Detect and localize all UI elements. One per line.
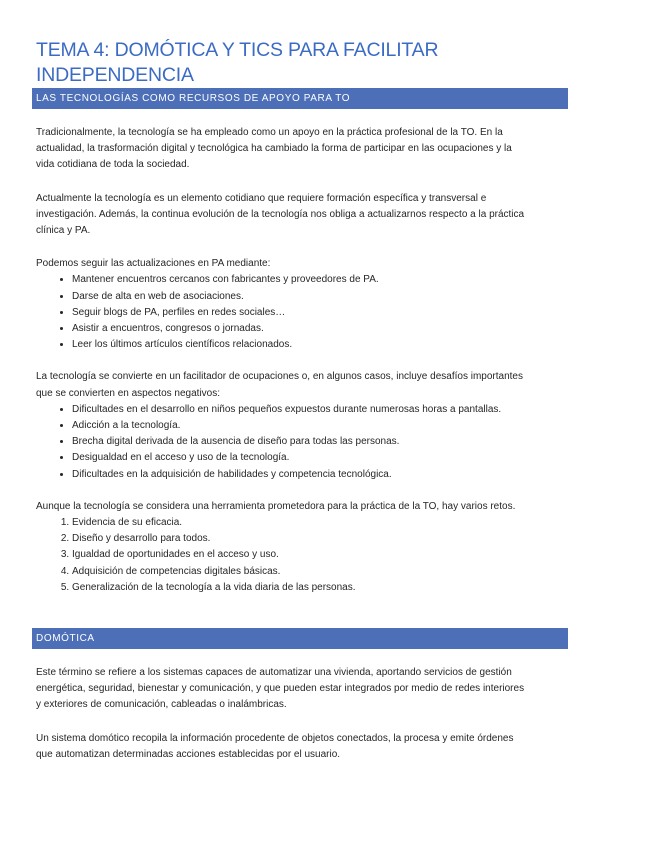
- list-item: • Darse de alta en web de asociaciones.: [72, 289, 568, 305]
- list-item: • Adicción a la tecnología.: [72, 418, 568, 434]
- paragraph-retos: Aunque la tecnología se considera una herramienta prometedora para la práctica de la TO, hay varios retos.: [36, 500, 516, 512]
- list-item: • Asistir a encuentros, congresos o jornadas.: [72, 321, 568, 337]
- list-desafios: [36, 402, 568, 483]
- text-line: energética, seguridad, bienestar y comunicación, y que pueden estar integrados por medio de redes interiores: [36, 683, 525, 695]
- list-item: • Brecha digital derivada de la ausencia de diseño para todas las personas.: [72, 434, 568, 450]
- section-heading-domotica: DOMÓTICA: [32, 628, 568, 649]
- list-item: 5. Generalización de la tecnología a la vida diaria de las personas.: [72, 580, 568, 596]
- list-item: 3. Igualdad de oportunidades en el acceso y uso.: [72, 547, 568, 563]
- list-actualizaciones: [36, 272, 568, 353]
- list-item: • Dificultades en el desarrollo en niños pequeños expuestos durante numerosas horas a pantallas.: [72, 402, 568, 418]
- list-item: • Mantener encuentros cercanos con fabricantes y proveedores de PA.: [72, 272, 568, 288]
- paragraph-facilitador: [36, 369, 568, 401]
- paragraph-podemos: Podemos seguir las actualizaciones en PA mediante:: [36, 258, 271, 270]
- title-line-1: TEMA 4: DOMÓTICA Y TICS PARA FACILITAR: [36, 39, 439, 61]
- text-line: Un sistema domótico recopila la información procedente de objetos conectados, la procesa y emite órdenes: [36, 732, 514, 744]
- text-line: actualidad, la trasformación digital y tecnológica ha cambiado la forma de participar en las ocupaciones y la: [36, 143, 512, 155]
- list-item: • Seguir blogs de PA, perfiles en redes sociales…: [72, 305, 568, 321]
- paragraph-tradicionalmente: [36, 125, 568, 174]
- section-heading-tecnologias: LAS TECNOLOGÍAS COMO RECURSOS DE APOYO PARA TO: [32, 88, 568, 109]
- text-line: Tradicionalmente, la tecnología se ha empleado como un apoyo en la práctica profesional de la TO. En la: [36, 127, 503, 138]
- list-retos: [36, 515, 568, 596]
- text-line: investigación. Además, la continua evolución de la tecnología nos obliga a actualizarnos respecto a la práctica: [36, 208, 525, 220]
- text-line: Actualmente la tecnología es un elemento cotidiano que requiere formación específica y transversal e: [36, 192, 487, 204]
- list-item: 4. Adquisición de competencias digitales básicas.: [72, 564, 568, 580]
- text-line: que se convierten en aspectos negativos:: [36, 387, 221, 399]
- page-title: [36, 38, 568, 88]
- document-content: [36, 38, 568, 763]
- paragraph-sistema-domotico: [36, 731, 568, 763]
- text-line: que automatizan determinadas acciones establecidas por el usuario.: [36, 748, 341, 760]
- text-line: Este término se refiere a los sistemas capaces de automatizar una vivienda, aportando servicios de gestión: [36, 667, 512, 679]
- list-item: • Leer los últimos artículos científicos relacionados.: [72, 337, 568, 353]
- list-item: • Dificultades en la adquisición de habilidades y competencia tecnológica.: [72, 467, 568, 483]
- text-line: clínica y PA.: [36, 225, 91, 237]
- title-line-2: INDEPENDENCIA: [36, 64, 194, 86]
- list-item: 1. Evidencia de su eficacia.: [72, 515, 568, 531]
- list-item: • Desigualdad en el acceso y uso de la tecnología.: [72, 450, 568, 466]
- list-item: 2. Diseño y desarrollo para todos.: [72, 531, 568, 547]
- paragraph-termino: [36, 665, 568, 714]
- text-line: La tecnología se convierte en un facilitador de ocupaciones o, en algunos casos, incluye desafíos importantes: [36, 371, 523, 383]
- text-line: vida cotidiana de toda la sociedad.: [36, 159, 190, 171]
- text-line: y exteriores de comunicación, cableadas o inalámbricas.: [36, 699, 287, 711]
- paragraph-actualmente: [36, 191, 568, 240]
